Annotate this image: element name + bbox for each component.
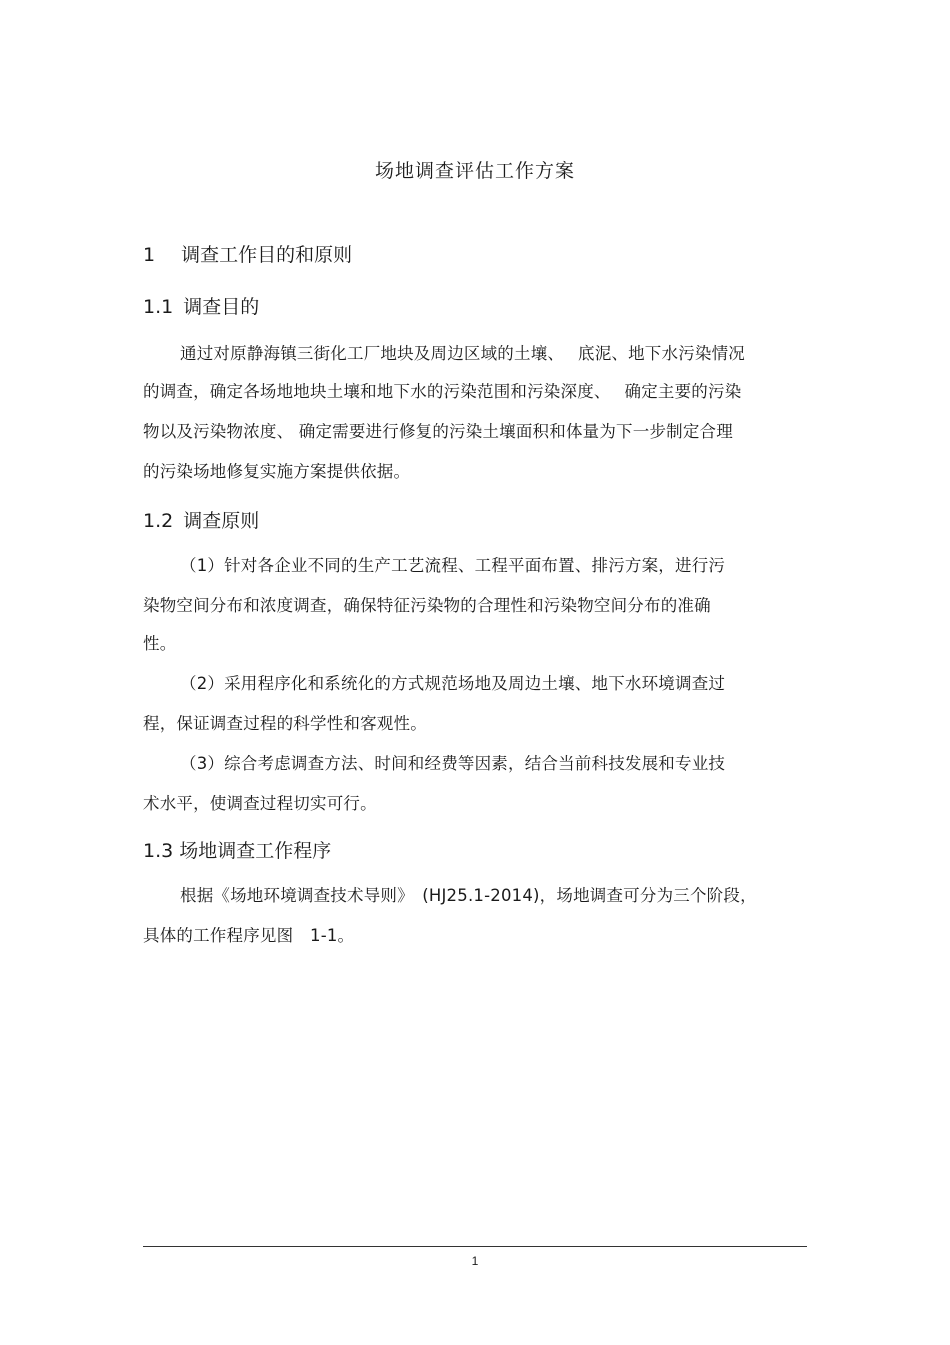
paragraph-line: （1）针对各企业不同的生产工艺流程、工程平面布置、排污方案，进行污 [180,556,726,575]
heading-number: 1.2 [143,510,174,532]
heading-number: 1 [143,244,156,266]
heading-number: 1.1 [143,296,174,318]
paragraph-line: 程，保证调查过程的科学性和客观性。 [143,714,427,733]
heading-text: 调查工作目的和原则 [181,244,353,266]
paragraph-line: 性。 [143,634,177,653]
footer-divider [143,1246,807,1247]
heading-section-1-2 [143,506,259,533]
paragraph-line: 术水平，使调查过程切实可行。 [143,794,377,813]
heading-text: 调查目的 [183,296,260,318]
paragraph-line: 物以及污染物浓度、 确定需要进行修复的污染土壤面积和体量为下一步制定合理 [143,422,733,441]
page-number: 1 [471,1254,479,1268]
document-title: 场地调查评估工作方案 [374,160,575,182]
paragraph-line: 的污染场地修复实施方案提供依据。 [143,462,411,481]
heading-section-1 [143,240,352,267]
paragraph-line: 通过对原静海镇三街化工厂地块及周边区域的土壤、 底泥、地下水污染情况 [180,344,745,363]
paragraph-line: （2）采用程序化和系统化的方式规范场地及周边土壤、地下水环境调查过 [180,674,726,693]
heading-text: 调查原则 [183,510,260,532]
paragraph-line: 具体的工作程序见图 1-1。 [143,926,355,945]
heading-section-1-1 [143,292,259,319]
paragraph-line: 的调查，确定各场地地块土壤和地下水的污染范围和污染深度、 确定主要的污染 [143,382,742,401]
paragraph-line: 根据《场地环境调查技术导则》 (HJ25.1-2014)，场地调查可分为三个阶段， [180,886,757,905]
paragraph-line: （3）综合考虑调查方法、时间和经费等因素，结合当前科技发展和专业技 [180,754,726,773]
paragraph-line: 染物空间分布和浓度调查，确保特征污染物的合理性和污染物空间分布的准确 [143,596,711,615]
heading-section-1-3: 1.3 场地调查工作程序 [143,840,332,862]
